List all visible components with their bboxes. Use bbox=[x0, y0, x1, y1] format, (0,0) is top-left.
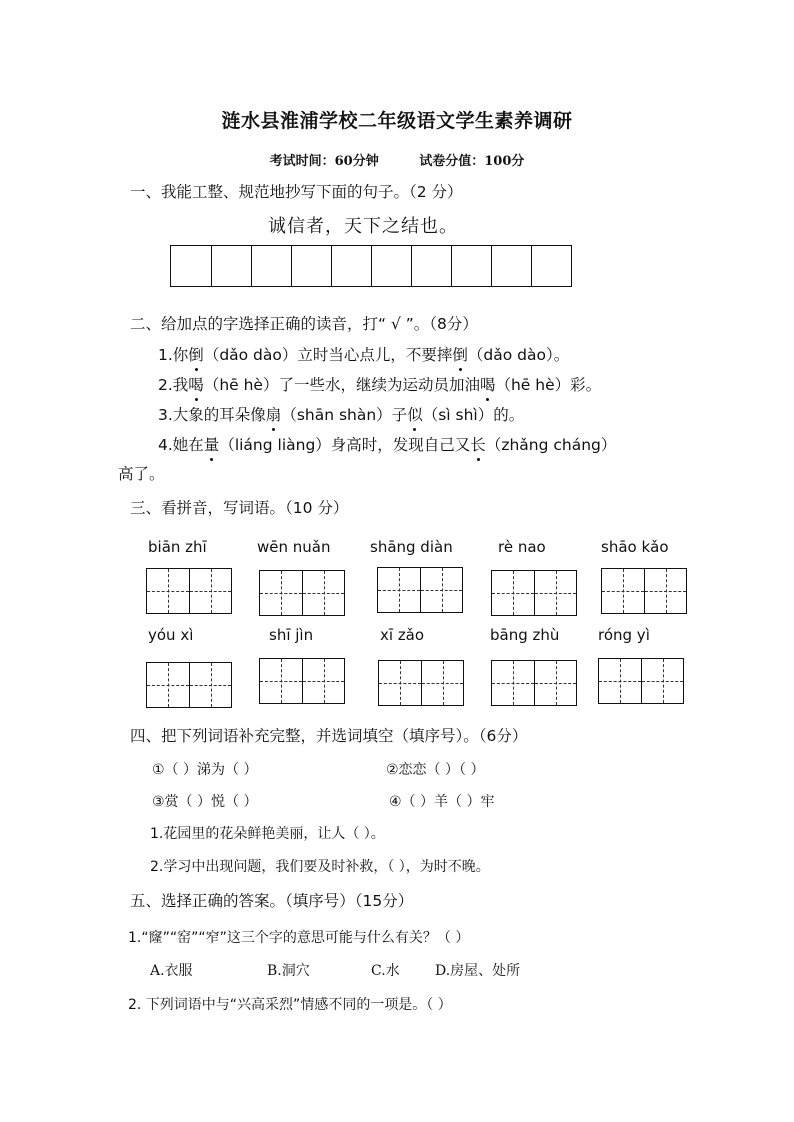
choice-option-b: B.洞穴 bbox=[267, 963, 310, 979]
pinyin-label: xī zǎo bbox=[380, 626, 425, 644]
tianzige-box[interactable] bbox=[146, 662, 232, 708]
page-title: 涟水县淮浦学校二年级语文学生素养调研 bbox=[221, 110, 573, 132]
reading-item-3 bbox=[158, 403, 524, 425]
item-text: （sì shì）的。 bbox=[422, 406, 525, 424]
fill-question-1: 1.花园里的花朵鲜艳美丽，让人（ ）。 bbox=[150, 826, 385, 842]
idiom-blank-4: ④（ ）羊（ ）牢 bbox=[389, 794, 495, 810]
choice-option-d: D.房屋、处所 bbox=[435, 963, 521, 979]
grid-cell[interactable] bbox=[531, 246, 571, 286]
tianzige-box[interactable] bbox=[146, 568, 232, 614]
reading-item-4 bbox=[158, 433, 616, 455]
tianzige-box[interactable] bbox=[601, 568, 687, 614]
copy-sentence: 诚信者，天下之结也。 bbox=[268, 216, 458, 237]
tianzige-box[interactable] bbox=[259, 658, 345, 704]
dotted-char: 量 bbox=[204, 433, 220, 455]
grid-cell[interactable] bbox=[411, 246, 451, 286]
grid-cell[interactable] bbox=[171, 246, 211, 286]
item-text: （shān shàn）子 bbox=[281, 406, 408, 424]
dotted-char: 倒 bbox=[452, 343, 468, 365]
pinyin-label: yóu xì bbox=[148, 626, 194, 644]
section2-heading: 二、给加点的字选择正确的读音，打“ √ ”。（8分） bbox=[130, 315, 478, 333]
pinyin-label: shāo kǎo bbox=[601, 538, 669, 556]
fill-question-2: 2.学习中出现问题，我们要及时补救，（ ），为时不晚。 bbox=[150, 859, 490, 875]
pinyin-label: bāng zhù bbox=[490, 626, 560, 644]
tianzige-box[interactable] bbox=[377, 567, 463, 613]
item-text: （hē hè）了一些水，继续为运动员加油 bbox=[203, 376, 480, 394]
pinyin-label: shāng diàn bbox=[370, 538, 453, 556]
choice-question-2: 2. 下列词语中与“兴高采烈”情感不同的一项是。（ ） bbox=[128, 997, 452, 1013]
choice-question-1: 1.“窿”“窑”“窄”这三个字的意思可能与什么有关？（ ） bbox=[128, 930, 470, 946]
item-text: （dǎo dào）。 bbox=[467, 346, 570, 364]
grid-cell[interactable] bbox=[251, 246, 291, 286]
grid-cell[interactable] bbox=[331, 246, 371, 286]
tianzige-box[interactable] bbox=[378, 660, 464, 706]
item-text: 2.我 bbox=[158, 376, 189, 394]
pinyin-label: rè nao bbox=[498, 538, 546, 556]
choice-option-c: C.水 bbox=[371, 963, 400, 979]
item-text: （zhǎng cháng） bbox=[485, 436, 617, 454]
reading-item-4-wrap: 高了。 bbox=[118, 465, 165, 483]
choice-option-a: A.衣服 bbox=[150, 963, 193, 979]
item-text: （hē hè）彩。 bbox=[495, 376, 602, 394]
copy-writing-grid[interactable] bbox=[170, 245, 572, 287]
reading-item-2 bbox=[158, 373, 601, 395]
item-text: 3.大象的耳朵像 bbox=[158, 406, 266, 424]
dotted-char: 喝 bbox=[188, 373, 204, 395]
pinyin-label: shī jìn bbox=[269, 626, 314, 644]
grid-cell[interactable] bbox=[211, 246, 251, 286]
exam-info bbox=[0, 150, 794, 169]
grid-cell[interactable] bbox=[451, 246, 491, 286]
exam-score: 试卷分值：100分 bbox=[419, 154, 525, 169]
tianzige-box[interactable] bbox=[598, 658, 684, 704]
tianzige-box[interactable] bbox=[491, 660, 577, 706]
reading-item-1 bbox=[158, 343, 569, 365]
item-text: （liáng liàng）身高时，发现自己又 bbox=[219, 436, 471, 454]
idiom-blank-3: ③赏（ ）悦（ ） bbox=[152, 794, 258, 810]
dotted-char: 喝 bbox=[480, 373, 496, 395]
grid-cell[interactable] bbox=[291, 246, 331, 286]
dotted-char: 倒 bbox=[188, 343, 204, 365]
idiom-blank-2: ②恋恋（ ）（ ） bbox=[386, 762, 485, 778]
grid-cell[interactable] bbox=[491, 246, 531, 286]
pinyin-label: wēn nuǎn bbox=[257, 538, 331, 556]
section5-heading: 五、选择正确的答案。（填序号）（15分） bbox=[130, 892, 414, 910]
pinyin-label: róng yì bbox=[598, 626, 650, 644]
tianzige-box[interactable] bbox=[491, 570, 577, 616]
item-text: 4.她在 bbox=[158, 436, 204, 454]
section4-heading: 四、把下列词语补充完整，并选词填空（填序号）。（6分） bbox=[130, 727, 528, 745]
item-text: 1.你 bbox=[158, 346, 189, 364]
dotted-char: 似 bbox=[407, 403, 423, 425]
section1-heading: 一、我能工整、规范地抄写下面的句子。（2 分） bbox=[130, 183, 463, 201]
section3-heading: 三、看拼音，写词语。（10 分） bbox=[130, 499, 349, 517]
item-text: （dǎo dào）立时当心点儿，不要摔 bbox=[203, 346, 453, 364]
pinyin-label: biān zhī bbox=[148, 538, 207, 556]
dotted-char: 扇 bbox=[266, 403, 282, 425]
idiom-blank-1: ①（ ）涕为（ ） bbox=[152, 762, 258, 778]
dotted-char: 长 bbox=[470, 433, 486, 455]
grid-cell[interactable] bbox=[371, 246, 411, 286]
tianzige-box[interactable] bbox=[259, 570, 345, 616]
exam-time: 考试时间：60分钟 bbox=[269, 154, 379, 169]
